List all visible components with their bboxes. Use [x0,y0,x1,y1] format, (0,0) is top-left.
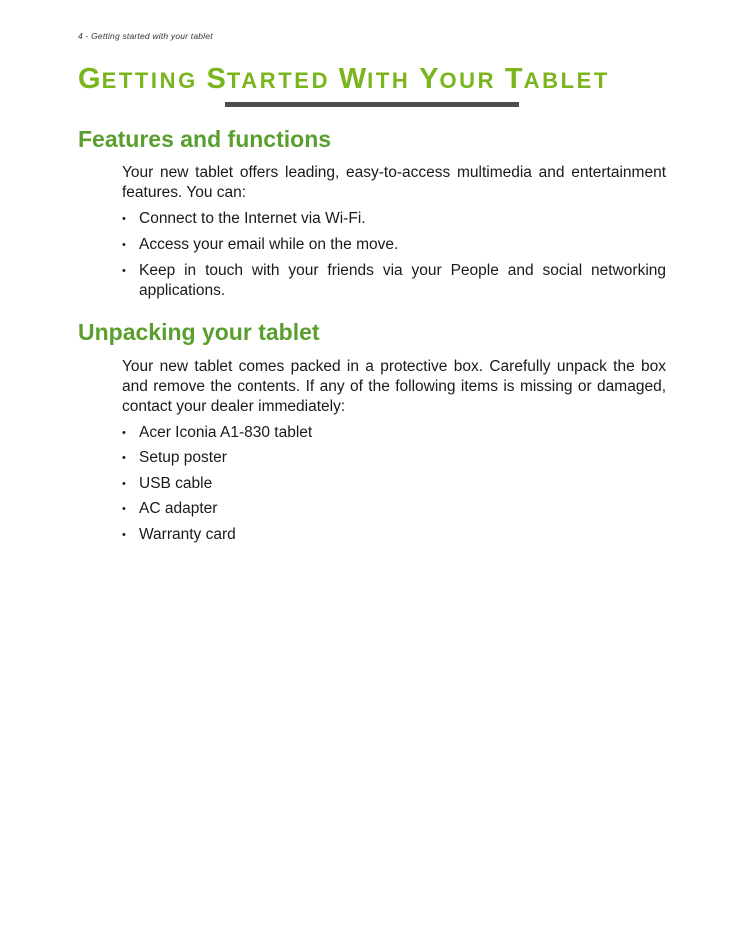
bullet-list [122,209,666,301]
bullet-item [122,423,666,443]
bullet-item [122,499,666,519]
section-intro: Your new tablet offers leading, easy-to-access multimedia and entertainment features. You can: [122,164,666,201]
bullet-item [122,209,666,229]
bullet-icon: • [122,426,126,439]
bullet-icon: • [122,452,126,464]
bullet-item [122,448,666,468]
bullet-item [122,235,666,255]
bullet-icon: • [122,213,126,225]
bullet-item [122,261,666,301]
chapter-title-cap: T [504,63,524,95]
bullet-text: Acer Iconia A1-830 tablet [139,423,313,441]
bullet-icon: • [122,477,126,490]
bullet-text: Connect to the Internet via Wi-Fi. [139,210,366,227]
bullet-icon: • [122,239,126,251]
section-intro: Your new tablet comes packed in a protective box. Carefully unpack the box and remove the contents. If any of the following items is missing or damaged, contact your dealer immediately: [122,358,666,415]
bullet-text: AC adapter [139,500,218,517]
section-heading-features: Features and functions [78,126,332,152]
chapter-title-cap: S [206,63,227,95]
bullet-icon: • [122,528,126,541]
title-underline-rule [225,102,519,107]
bullet-item [122,474,666,494]
chapter-title-cap: Y [419,63,440,95]
bullet-icon: • [122,265,126,277]
bullet-text: Access your email while on the move. [139,236,399,253]
bullet-list [122,423,666,545]
chapter-title-small: ITH [367,68,420,93]
chapter-title-cap: G [78,63,102,95]
chapter-title-small: ETTING [101,68,207,93]
bullet-text: Keep in touch with your friends via your People and social networking applications. [139,262,666,299]
bullet-item [122,525,666,545]
chapter-title-cap: W [338,63,368,95]
chapter-title-small: OUR [439,68,505,93]
bullet-text: Setup poster [139,449,227,466]
section-body-features [122,163,666,301]
bullet-text: Warranty card [139,525,236,543]
section-body-unpacking [122,357,666,545]
section-heading-unpacking: Unpacking your tablet [78,319,320,345]
chapter-title-small: TARTED [226,68,339,93]
running-header: 4 - Getting started with your tablet [78,31,213,41]
chapter-title-small: ABLET [523,68,610,93]
bullet-text: USB cable [139,474,213,492]
chapter-title [78,64,610,96]
bullet-icon: • [122,503,126,515]
